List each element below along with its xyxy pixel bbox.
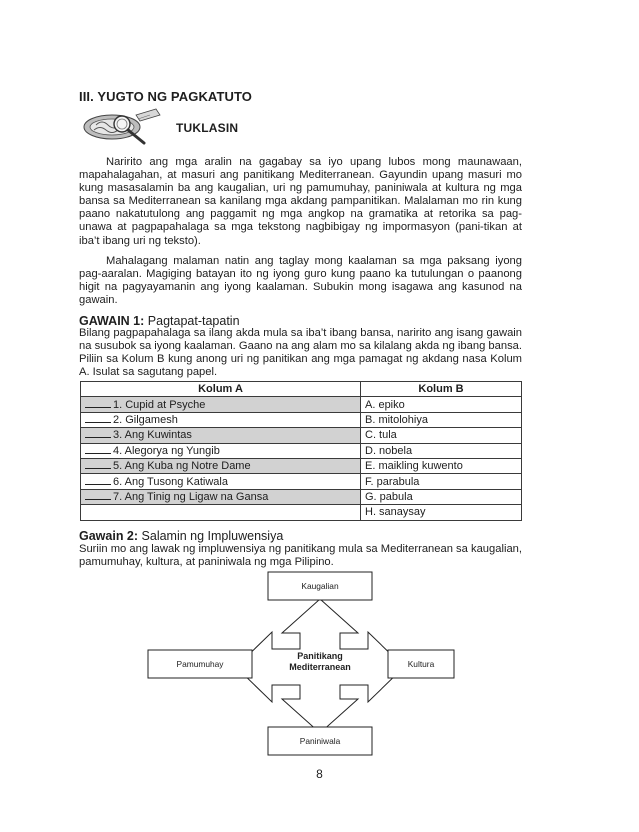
answer-blank[interactable] — [85, 459, 111, 469]
subsection-title: TUKLASIN — [176, 121, 239, 135]
influence-diagram — [140, 571, 460, 761]
col-a-cell: 4. Alegorya ng Yungib — [81, 443, 361, 458]
col-a-cell — [81, 505, 361, 520]
col-a-cell: 3. Ang Kuwintas — [81, 428, 361, 443]
col-a-cell: 6. Ang Tusong Katiwala — [81, 474, 361, 489]
kultura-label: Kultura — [407, 659, 435, 669]
answer-blank[interactable] — [85, 490, 111, 500]
col-a-cell: 1. Cupid at Psyche — [81, 397, 361, 412]
col-a-cell: 7. Ang Tinig ng Ligaw na Gansa — [81, 489, 361, 504]
kaugalian-label: Kaugalian — [301, 581, 339, 591]
col-b-cell: A. epiko — [361, 397, 522, 412]
table-row — [81, 443, 522, 458]
gawain2-name: Salamin ng Impluwensiya — [141, 529, 284, 543]
intro-paragraph-1: Naririto ang mga aralin na gagabay sa iyo upang lubos mong maunawaan, mapahalagahan, at masuri ang panitikang Mediterranean. Gayundin upang masuri mo kung masasalamin ba ang kaugalian, uri ng pamumuhay, paniniwala at kultura ng mga bansa sa Mediterranean sa kanilang mga akdang pampanitikan. Malalaman mo rin kung paano nakatutulong ang paggamit ng mga angkop na gramatika at retorika sa pag-unawa at pagpapahalaga sa mga tekstong nagbibigay ng impormasyon (pani-tikan at iba’t ibang uri ng teksto). — [79, 156, 522, 247]
table-row — [81, 474, 522, 489]
answer-blank[interactable] — [85, 398, 111, 408]
col-a-cell: 5. Ang Kuba ng Notre Dame — [81, 458, 361, 473]
col-b-cell: G. pabula — [361, 489, 522, 504]
gawain1-name: Pagtapat-tapatin — [147, 314, 240, 328]
gawain1-heading — [79, 314, 240, 328]
gawain2-instructions: Suriin mo ang lawak ng impluwensiya ng panitikang mula sa Mediterranean sa kaugalian, pamumuhay, kultura, at paniniwala ng mga Pilipino. — [79, 543, 522, 569]
col-b-cell: F. parabula — [361, 474, 522, 489]
paniniwala-label: Paniniwala — [299, 736, 341, 746]
col-b-cell: E. maikling kuwento — [361, 458, 522, 473]
col-a-header: Kolum A — [81, 382, 361, 397]
table-row — [81, 412, 522, 427]
table-row — [81, 489, 522, 504]
col-b-cell: C. tula — [361, 428, 522, 443]
intro-paragraph-2: Mahalagang malaman natin ang taglay mong kaalaman sa mga paksang iyong pag-aaralan. Magiging batayan ito ng iyong guro kung paano ka tutulungan o paanong higit na pagyayamanin ang iyong kaalaman. Subukin mong isagawa ang kasunod na gawain. — [79, 255, 522, 307]
table-row — [81, 428, 522, 443]
magnifier-scroll-icon — [78, 103, 170, 149]
gawain2-heading — [79, 529, 283, 543]
col-b-cell: D. nobela — [361, 443, 522, 458]
gawain1-label: GAWAIN 1: — [79, 314, 145, 328]
col-b-header: Kolum B — [361, 382, 522, 397]
col-b-cell: H. sanaysay — [361, 505, 522, 520]
gawain2-label: Gawain 2: — [79, 529, 139, 543]
center-label-line2: Mediterranean — [289, 662, 351, 672]
answer-blank[interactable] — [85, 413, 111, 423]
section-title: III. YUGTO NG PAGKATUTO — [79, 89, 253, 104]
center-label-line1: Panitikang — [297, 651, 343, 661]
gawain1-instructions: Bilang pagpapahalaga sa ilang akda mula sa iba’t ibang bansa, naririto ang isang gawain na susubok sa iyong kaalaman. Gaano na ang alam mo sa kilalang akda ng ibang bansa. Piliin sa Kolum B kung anong uri ng panitikan ang mga pamagat ng akdang nasa Kolum A. Isulat sa sagutang papel. — [79, 327, 522, 379]
answer-blank[interactable] — [85, 444, 111, 454]
table-row — [81, 397, 522, 412]
table-row — [81, 505, 522, 520]
col-b-cell: B. mitolohiya — [361, 412, 522, 427]
col-a-cell: 2. Gilgamesh — [81, 412, 361, 427]
answer-blank[interactable] — [85, 475, 111, 485]
table-row — [81, 458, 522, 473]
answer-blank[interactable] — [85, 428, 111, 438]
pamumuhay-label: Pamumuhay — [176, 659, 224, 669]
page-number: 8 — [316, 767, 323, 781]
matching-table — [80, 381, 522, 521]
table-header-row — [81, 382, 522, 397]
